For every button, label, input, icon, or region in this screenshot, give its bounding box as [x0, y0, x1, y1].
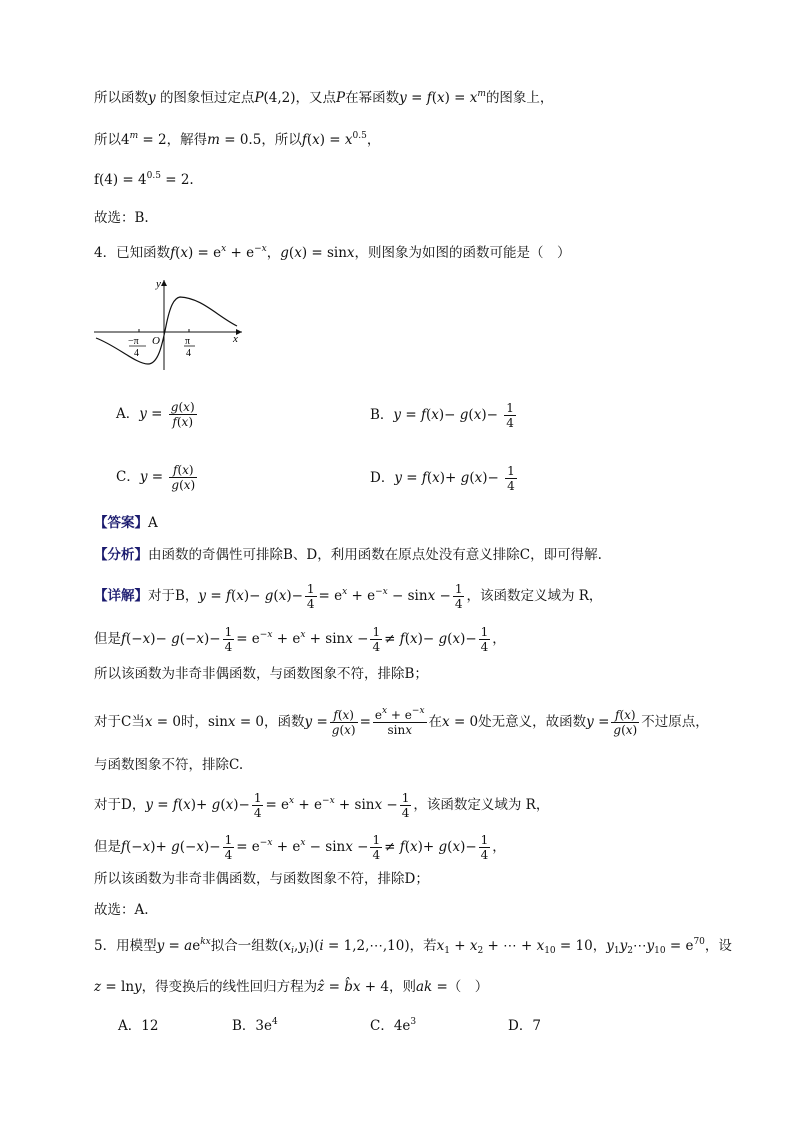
text: ，若 [409, 938, 437, 954]
text: ， [592, 938, 607, 954]
solution-line-2: 所以$4^m = 2$，解得m = 0.5，所以$f(x) = x^{0.5}$， [94, 131, 381, 148]
text: ，设 [704, 938, 732, 954]
text: 在 [428, 714, 443, 730]
q5-option-c[interactable] [370, 1016, 416, 1036]
q5-option-d[interactable] [508, 1016, 541, 1036]
text: 对于B， [148, 588, 199, 604]
text: ，该函数定义域为 R， [413, 797, 550, 813]
text: （ ） [447, 979, 489, 995]
text: 所以该函数为非奇非偶函数，与函数图象不符，排除B； [94, 666, 428, 682]
origin-label: O [152, 335, 160, 347]
solution-line-1: 所以函数y 的图象恒过定点P(4,2)，又点P在幂函数$y = f(x) = x^m$的图象上， [94, 89, 554, 106]
text: 所以 [94, 132, 121, 148]
option-label: D． [370, 470, 395, 486]
option-b[interactable]: B．y = f(x)− g(x)− $\frac{1}{4}$ [370, 401, 514, 430]
exponent: 4 [272, 1017, 278, 1027]
q5-option-a[interactable] [118, 1016, 158, 1036]
option-text: D．7 [508, 1018, 541, 1034]
text: 故选：B. [94, 210, 149, 226]
text: 与函数图象不符，排除C. [94, 757, 244, 773]
detail-d-line-2: 但是f(−x)+ g(−x)− $\frac{1}{4}$ = $e^{-x} + e^x - \sin x$ − $\frac{1}{4}$ ≠ f(x)+ g(x)− $\frac{1}{4}$ ， [94, 833, 506, 862]
text: 的图象上， [485, 90, 554, 106]
exponent: 0.5 [146, 171, 161, 181]
option-text: B．3e [232, 1018, 272, 1034]
y-axis-arrow [161, 280, 167, 286]
solution-line-3 [94, 170, 734, 190]
text: 但是 [94, 839, 121, 855]
text: ，函数 [264, 714, 305, 730]
neg-pi-label: −π [128, 336, 139, 347]
solution-line-4 [94, 208, 734, 228]
text: ，所以 [261, 132, 302, 148]
text: 在幂函数 [345, 90, 400, 106]
text: 的图象恒过定点 [159, 90, 255, 106]
answer-tag: 【答案】 [94, 515, 148, 531]
text: 所以该函数为非奇非偶函数，与函数图象不符，排除D； [94, 871, 429, 887]
x-axis-label: x [233, 333, 238, 345]
text: ，则图象为如图的函数可能是（ ） [354, 245, 571, 261]
text: = 2. [160, 172, 194, 188]
function-graph [92, 276, 252, 372]
text: f(4) = 4 [94, 172, 147, 188]
option-text: C．4e [370, 1018, 411, 1034]
detail-c-line-1: 对于C当x = 0时，sinx = 0，函数y = $\frac{f(x)}{g(x)}$ = $\frac{e^x + e^{-x}}{\sin x}$ 在x = 0处无意义，故函数y = $\frac{f(x)}{g(x)}$ 不过原点， [94, 706, 709, 737]
option-label: C． [116, 469, 140, 485]
text: 对于C当 [94, 714, 145, 730]
question-4-stem: 4．已知函数$f(x) = e^x + e^{-x}$，g(x) = sinx，则图象为如图的函数可能是（ ） [94, 244, 571, 261]
answer-line [94, 513, 734, 533]
detail-end [94, 900, 734, 920]
text: ，解得 [166, 132, 208, 148]
text: 不过原点， [641, 714, 709, 730]
function-curve [96, 297, 237, 364]
answer-value: A [148, 515, 158, 531]
option-label: A． [116, 406, 140, 422]
detail-b-line-1: 【详解】对于B，y = f(x)− g(x)− $\frac{1}{4}$ = $e^x + e^{-x} - \sin x$ − $\frac{1}{4}$ ，该函数定义域为 R， [94, 582, 603, 611]
q5-option-b[interactable] [232, 1016, 278, 1036]
text: 对于D， [94, 797, 146, 813]
detail-b-line-3 [94, 664, 734, 684]
text: 时， [180, 714, 208, 730]
text: 所以函数 [94, 90, 148, 106]
pi-label: π [185, 336, 191, 347]
text: ，又点 [295, 90, 337, 106]
neg-pi-denominator: 4 [134, 348, 139, 359]
exponent: 3 [410, 1017, 417, 1027]
text: 拟合一组数 [210, 938, 279, 954]
option-d[interactable]: D．y = f(x)+ g(x)− $\frac{1}{4}$ [370, 464, 515, 493]
text: ，该函数定义域为 R， [466, 588, 603, 604]
text: ，得变换后的线性回归方程为 [141, 979, 318, 995]
analysis-line [94, 545, 734, 565]
analysis-tag: 【分析】 [94, 547, 148, 563]
detail-tag: 【详解】 [94, 588, 148, 604]
detail-b-line-2: 但是f(−x)− g(−x)− $\frac{1}{4}$ = $e^{-x} + e^x + \sin x$ − $\frac{1}{4}$ ≠ f(x)− g(x)− $\frac{1}{4}$ ， [94, 625, 506, 654]
option-label: B． [370, 407, 394, 423]
option-text: A．12 [118, 1018, 159, 1034]
text: 故选：A. [94, 902, 149, 918]
y-axis-label: y [156, 278, 161, 290]
question-5-stem: 5．用模型$y = ae^{kx}$拟合一组数$(x_i,y_i)(i$ = 1,2,⋯,10)，若$x_1 + x_2$ + ⋯ + $x_{10} = 10$，$y_1y_2\cdots y_{10} = e^{70}$，设 [94, 937, 732, 956]
detail-c-line-2 [94, 755, 734, 775]
option-a[interactable]: A．y = $\frac{g(x)}{f(x)}$ [116, 400, 195, 429]
detail-d-line-1: 对于D，y = f(x)+ g(x)− $\frac{1}{4}$ = $e^x + e^{-x} + \sin x$ − $\frac{1}{4}$ ，该函数定义域为 R， [94, 791, 550, 820]
text: 4．已知函数 [94, 245, 171, 261]
analysis-text: 由函数的奇偶性可排除B、D，利用函数在原点处没有意义排除C，即可得解. [148, 547, 602, 563]
text: 5．用模型 [94, 938, 157, 954]
option-c[interactable]: C．y = $\frac{f(x)}{g(x)}$ [116, 463, 196, 492]
text: ，则 [388, 979, 416, 995]
detail-d-line-3 [94, 869, 734, 889]
pi-denominator: 4 [186, 348, 191, 359]
text: 处无意义，故函数 [478, 714, 587, 730]
text: 但是 [94, 631, 121, 647]
text: ， [266, 245, 281, 261]
question-5-line-2: z = lny，得变换后的线性回归方程为ẑ = b̂x + 4，则ak =（ ） [94, 979, 489, 995]
